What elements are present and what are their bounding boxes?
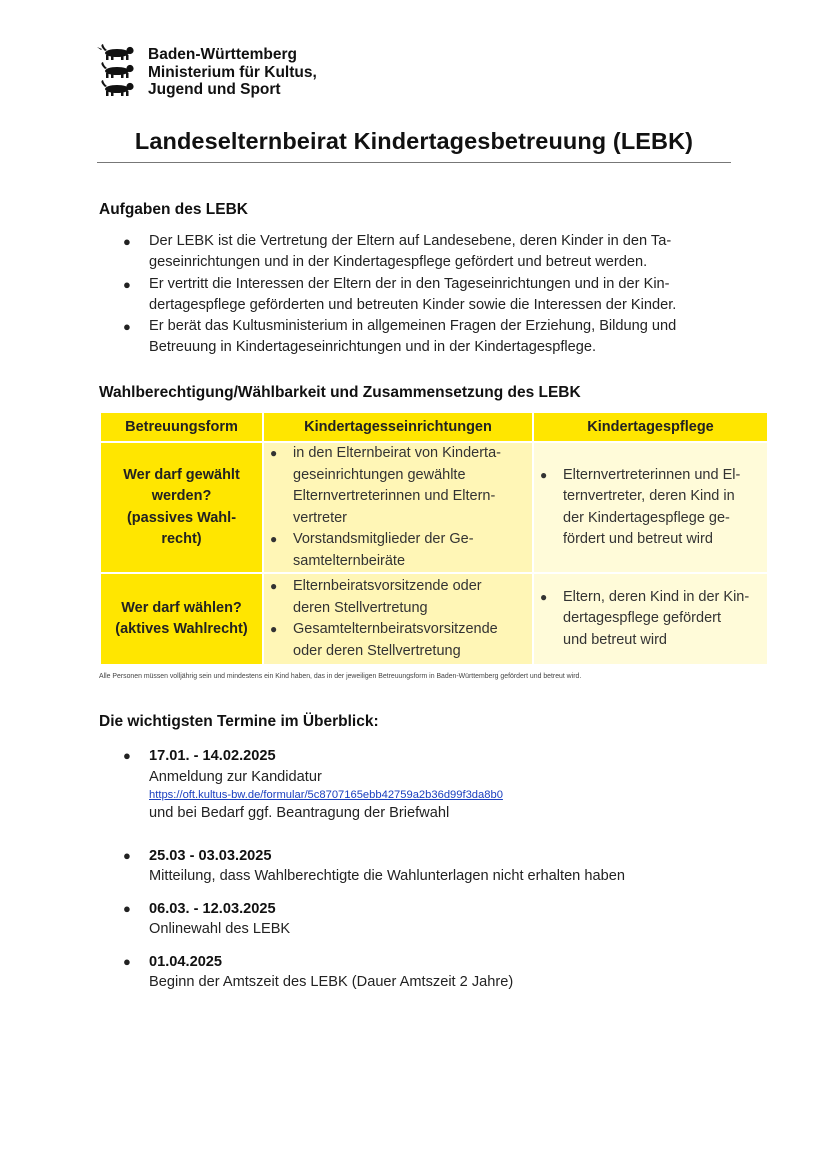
line: geseinrichtungen und in der Kindertagespflege gefördert und betreut werden.	[149, 254, 648, 271]
termin-date: 01.04.2025	[149, 953, 223, 970]
table-row	[100, 573, 768, 665]
list-item	[99, 899, 739, 940]
table-cell	[533, 442, 768, 573]
line: Wer darf wählen?	[121, 599, 242, 616]
list-item	[264, 576, 532, 619]
page-title: Landeselternbeirat Kindertagesbetreuung (LEBK)	[134, 128, 694, 154]
line: Betreuung in Kindertageseinrichtungen und in der Kindertagespflege.	[149, 339, 597, 356]
line: Er vertritt die Interessen der Eltern der in den Tageseinrichtungen und in der Kin-	[149, 275, 670, 292]
cell-list	[534, 587, 767, 652]
line: Wer darf gewählt	[123, 466, 240, 483]
table-header-row	[100, 412, 768, 442]
line: Elternbeiratsvorsitzende oder	[293, 578, 482, 594]
cell-list	[534, 465, 767, 551]
termin-date: 17.01. - 14.02.2025	[149, 748, 276, 764]
ministry-logo	[97, 44, 317, 99]
cell-list	[264, 576, 532, 662]
line: Er berät das Kultusministerium in allgemeinen Fragen der Erziehung, Bildung und	[149, 318, 677, 335]
cell-list	[264, 443, 532, 572]
line: recht)	[161, 531, 202, 547]
list-item	[534, 465, 767, 551]
row-header	[100, 573, 263, 665]
registration-link[interactable]: https://oft.kultus-bw.de/formular/5c8707165ebb42759a2b36d99f3da8b0	[149, 789, 503, 801]
termin-text: und bei Bedarf ggf. Beantragung der Briefwahl	[149, 805, 450, 821]
bullet-icon: ●	[123, 953, 131, 969]
line: fördert und betreut wird	[563, 531, 713, 547]
row-header	[100, 442, 263, 573]
wahl-table	[99, 411, 769, 666]
list-item	[264, 529, 532, 572]
bullet-icon: ●	[270, 579, 278, 593]
line: Elternvertreterinnen und Eltern-	[293, 488, 496, 504]
bullet-icon: ●	[270, 446, 278, 460]
list-item	[264, 443, 532, 529]
line: werden?	[151, 488, 212, 504]
section-heading-termine: Die wichtigsten Termine im Überblick:	[99, 713, 379, 730]
logo-line: Jugend und Sport	[148, 81, 281, 98]
section-heading-aufgaben: Aufgaben des LEBK	[99, 201, 248, 218]
bullet-icon: ●	[123, 234, 131, 249]
termin-date: 06.03. - 12.03.2025	[149, 900, 276, 917]
termin-text: Onlinewahl des LEBK	[149, 921, 291, 937]
termine-list	[99, 746, 739, 993]
table-footnote: Alle Personen müssen volljährig sein und mindestens ein Kind haben, das in der jeweiligen Betreuungsform in Baden-Württemberg gefördert und betreut wird.	[99, 673, 582, 680]
line: geseinrichtungen gewählte	[293, 466, 466, 483]
aufgaben-list	[99, 231, 739, 359]
bullet-icon: ●	[123, 748, 131, 763]
bullet-icon: ●	[270, 532, 278, 546]
line: samtelternbeiräte	[293, 552, 406, 569]
three-lions-coat-of-arms-icon	[97, 44, 137, 98]
column-header: Betreuungsform	[100, 412, 263, 442]
column-header: Kindertagesseinrichtungen	[263, 412, 533, 442]
logo-line: Ministerium für Kultus,	[148, 63, 317, 81]
line: deren Stellvertretung	[293, 599, 428, 616]
bullet-icon: ●	[270, 622, 278, 636]
list-item	[99, 274, 739, 317]
line: oder deren Stellvertretung	[293, 642, 461, 659]
line: Elternvertreterinnen und El-	[563, 466, 741, 483]
logo-line: Baden-Württemberg	[148, 46, 297, 63]
bullet-icon: ●	[123, 319, 131, 335]
table-cell	[263, 442, 533, 573]
line: Gesamtelternbeiratsvorsitzende	[293, 621, 498, 637]
table-cell	[533, 573, 768, 665]
line: (passives Wahl-	[126, 509, 237, 526]
title-divider	[97, 162, 731, 163]
logo-text	[148, 46, 317, 99]
termin-text: Mitteilung, dass Wahlberechtigte die Wahlunterlagen nicht erhalten haben	[149, 868, 625, 884]
column-header: Kindertagespflege	[533, 412, 768, 442]
list-item	[264, 619, 532, 662]
termin-text: Beginn der Amtszeit des LEBK (Dauer Amtszeit 2 Jahre)	[149, 974, 514, 990]
bullet-icon: ●	[123, 276, 131, 292]
bullet-icon: ●	[540, 467, 548, 482]
bullet-icon: ●	[123, 900, 131, 916]
line: Vorstandsmitglieder der Ge-	[293, 531, 474, 547]
line: dertagespflege geförderten und betreuten Kinder sowie die Interessen der Kinder.	[149, 296, 677, 313]
bullet-icon: ●	[540, 589, 548, 604]
line: Der LEBK ist die Vertretung der Eltern auf Landesebene, deren Kinder in den Ta-	[149, 233, 672, 249]
bullet-icon: ●	[123, 847, 131, 863]
list-item	[534, 587, 767, 652]
termin-date: 25.03 - 03.03.2025	[149, 847, 272, 864]
list-item	[99, 231, 739, 274]
table-row	[100, 442, 768, 573]
line: der Kindertagespflege ge-	[563, 509, 730, 526]
list-item	[99, 846, 739, 887]
list-item	[99, 316, 739, 359]
termin-text: Anmeldung zur Kandidatur	[149, 768, 322, 785]
section-heading-wahl: Wahlberechtigung/Wählbarkeit und Zusammensetzung des LEBK	[99, 384, 581, 401]
line: dertagespflege gefördert	[563, 610, 721, 627]
line: Eltern, deren Kind in der Kin-	[563, 588, 750, 605]
list-item	[99, 952, 739, 993]
line: vertreter	[293, 509, 347, 526]
line: in den Elternbeirat von Kinderta-	[293, 445, 501, 461]
table-cell	[263, 573, 533, 665]
list-item	[99, 746, 739, 824]
line: und betreut wird	[563, 631, 667, 648]
line: (aktives Wahlrecht)	[115, 621, 248, 637]
line: ternvertreter, deren Kind in	[563, 488, 735, 504]
